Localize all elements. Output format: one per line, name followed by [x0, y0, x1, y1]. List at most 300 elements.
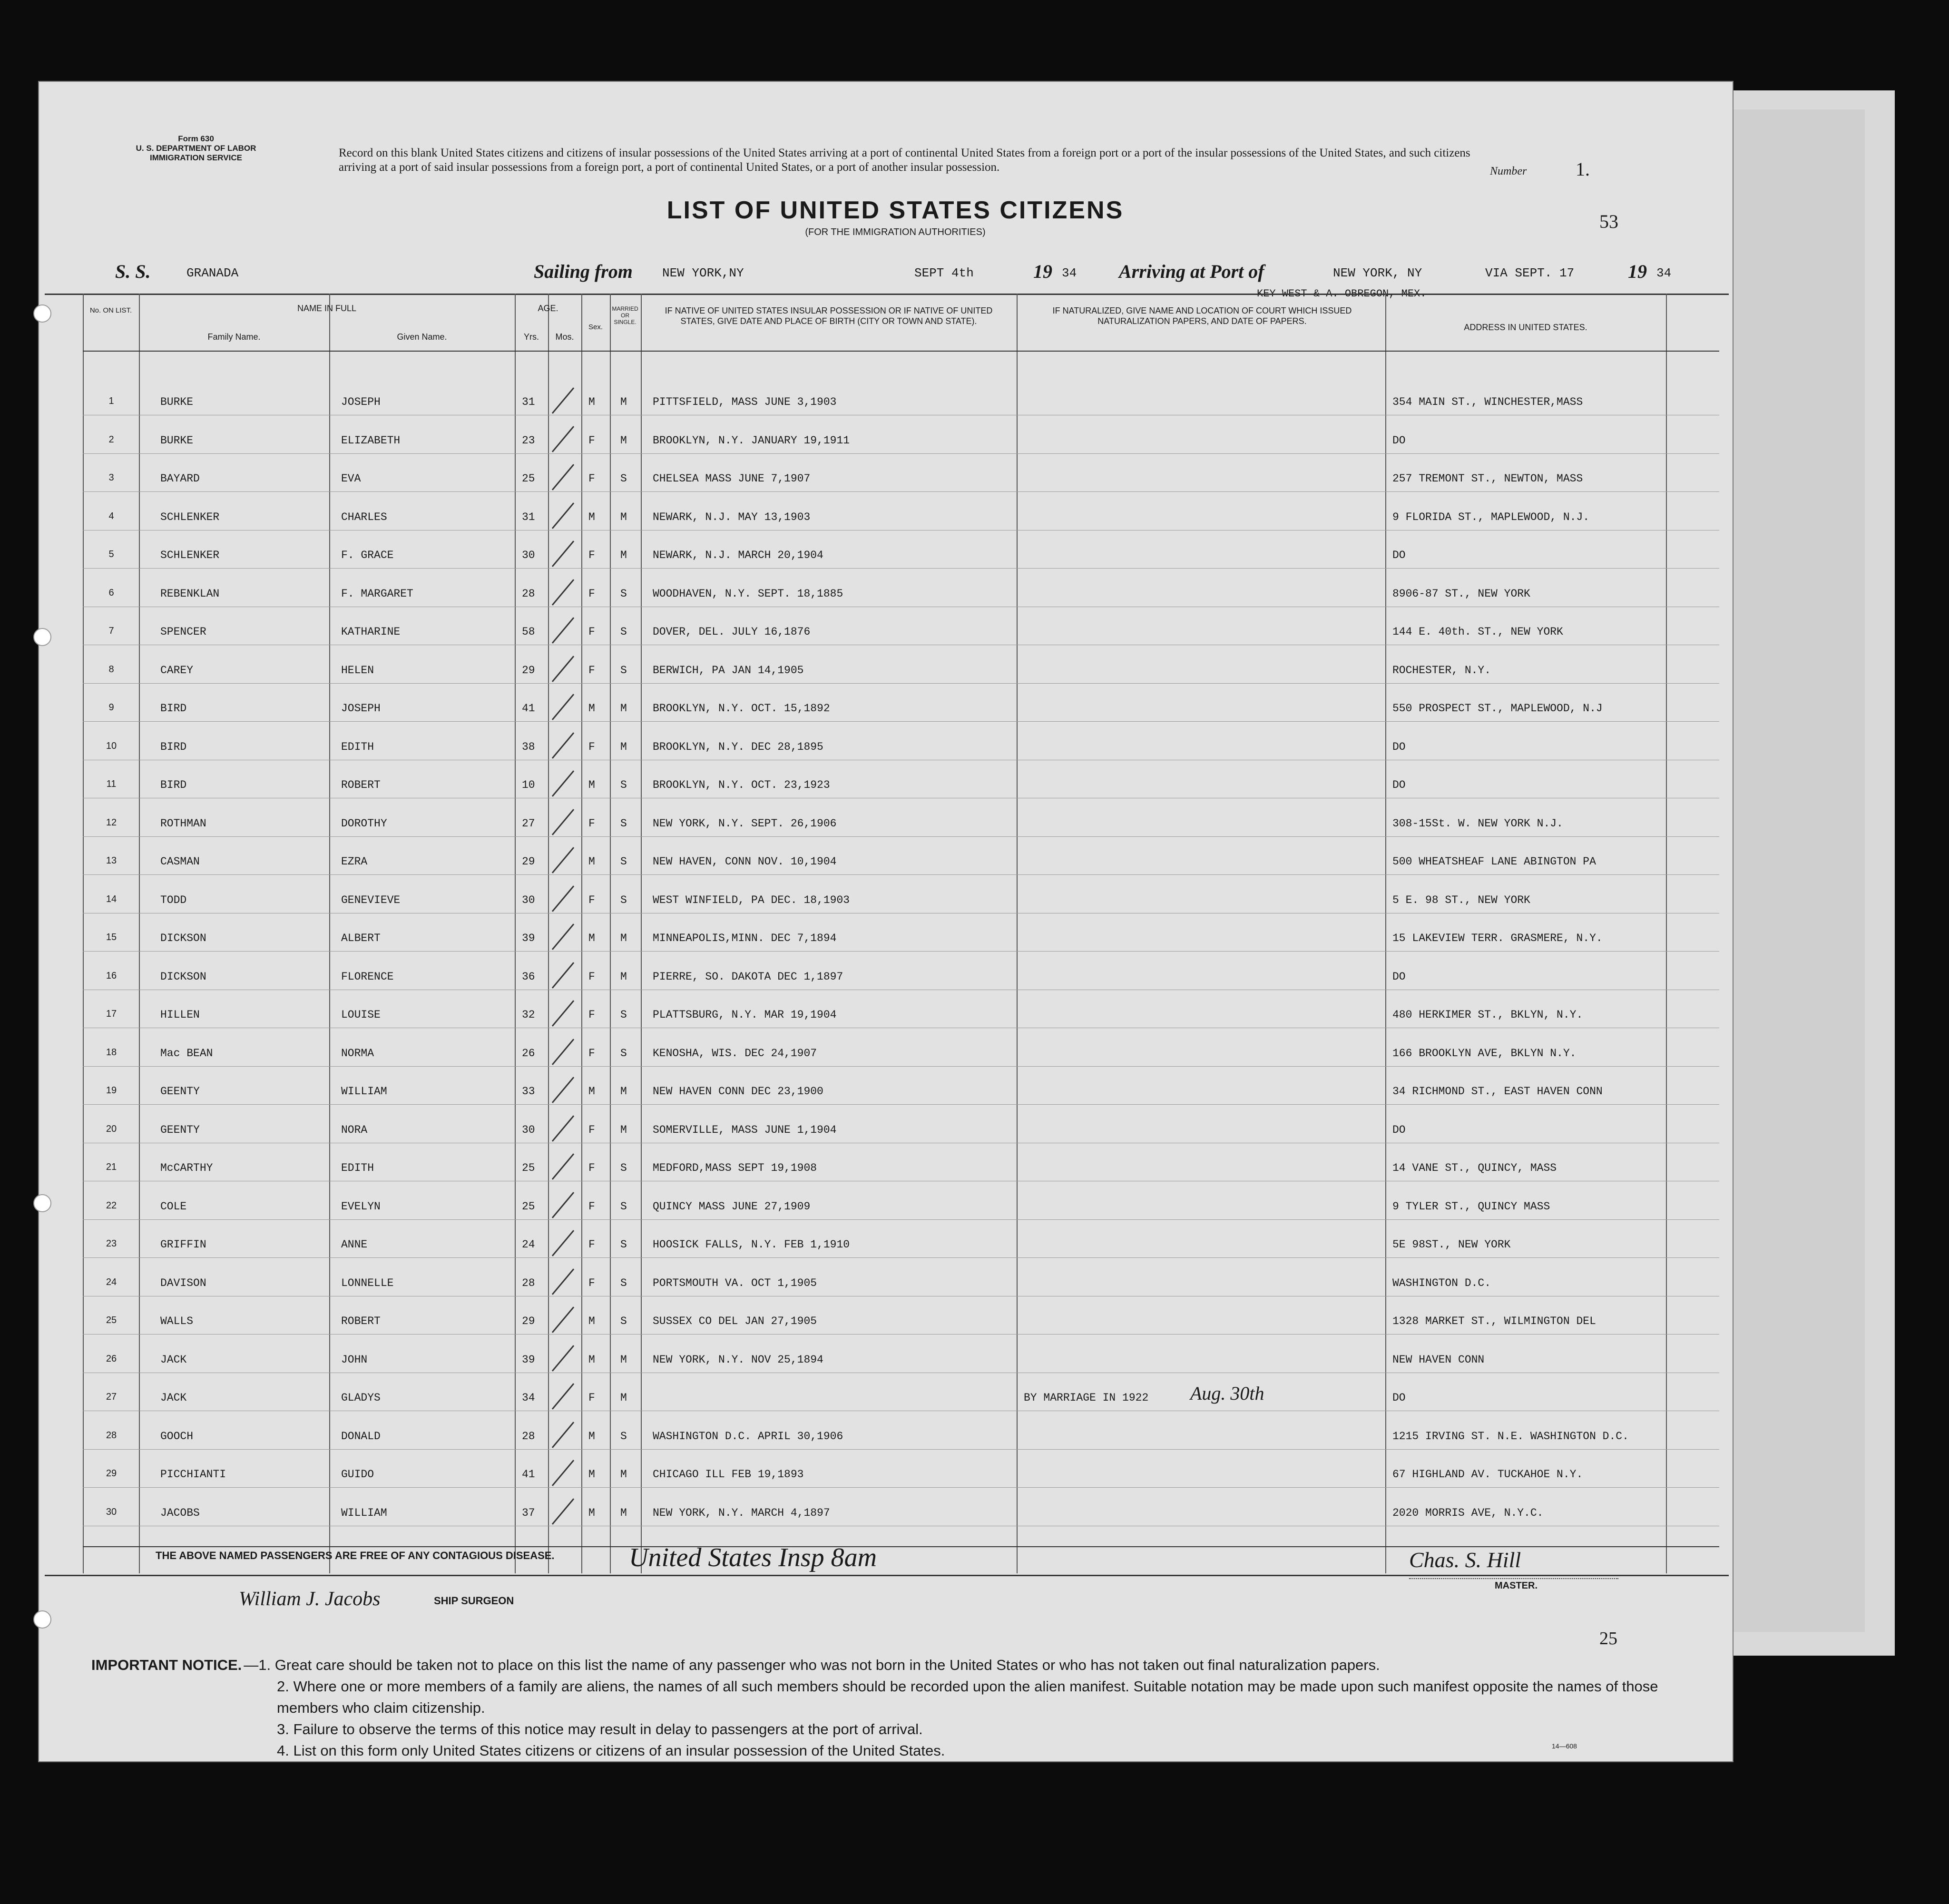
address: 9 FLORIDA ST., MAPLEWOOD, N.J. — [1392, 510, 1590, 523]
birth-info: SUSSEX CO DEL JAN 27,1905 — [653, 1315, 817, 1327]
given-name: GENEVIEVE — [341, 893, 401, 906]
birth-info: HOOSICK FALLS, N.Y. FEB 1,1910 — [653, 1238, 850, 1251]
row-rule — [83, 1334, 1719, 1335]
row-number: 29 — [106, 1468, 117, 1479]
binding-hole — [33, 304, 51, 323]
header-naturalized: IF NATURALIZED, GIVE NAME AND LOCATION OF COURT WHICH ISSUED NATURALIZATION PAPERS, AND DATE OF PAPERS. — [1052, 306, 1352, 326]
age-years: 30 — [522, 893, 535, 906]
row-number: 6 — [108, 587, 114, 598]
address: DO — [1392, 779, 1406, 791]
family-name: DAVISON — [160, 1276, 206, 1289]
row-number: 18 — [106, 1047, 117, 1058]
row-rule — [83, 1066, 1719, 1067]
sex: F — [588, 587, 595, 600]
marital-status: S — [620, 1162, 627, 1174]
col-divider — [548, 294, 549, 1573]
row-number: 9 — [108, 702, 114, 713]
age-years: 30 — [522, 1123, 535, 1136]
notice-item-1: —1. Great care should be taken not to place on this list the name of any passenger who was not born in the United States or who has not taken out final naturalization papers. — [244, 1657, 1380, 1673]
manifest-sheet — [38, 81, 1734, 1762]
family-name: BIRD — [160, 702, 187, 715]
given-name: GUIDO — [341, 1468, 374, 1481]
marital-status: S — [620, 1430, 627, 1443]
row-number: 3 — [108, 472, 114, 483]
header-married: MARRIED OR SINGLE. — [612, 305, 638, 325]
family-name: TODD — [160, 893, 187, 906]
address: 1328 MARKET ST., WILMINGTON DEL — [1392, 1315, 1596, 1327]
birth-info: WASHINGTON D.C. APRIL 30,1906 — [653, 1430, 843, 1443]
marital-status: S — [620, 587, 627, 600]
marital-status: S — [620, 817, 627, 830]
birth-info: KENOSHA, WIS. DEC 24,1907 — [653, 1047, 817, 1060]
sex: F — [588, 626, 595, 638]
binding-hole — [33, 1194, 51, 1212]
header-address: ADDRESS IN UNITED STATES. — [1464, 323, 1587, 332]
birth-info: NEW HAVEN CONN DEC 23,1900 — [653, 1085, 823, 1098]
notice-item-3: 3. Failure to observe the terms of this notice may result in delay to passengers at the port of arrival. — [277, 1721, 923, 1737]
address: 480 HERKIMER ST., BKLYN, N.Y. — [1392, 1009, 1583, 1021]
age-years: 23 — [522, 434, 535, 447]
sex: F — [588, 472, 595, 485]
ship-name: GRANADA — [186, 266, 239, 280]
sailing-line — [115, 260, 1685, 289]
important-notice — [91, 1654, 1709, 1761]
row-rule — [83, 1104, 1719, 1105]
handwritten-nat-date: Aug. 30th — [1190, 1383, 1264, 1404]
row-rule — [83, 951, 1719, 952]
row-number: 22 — [106, 1200, 117, 1211]
age-years: 31 — [522, 396, 535, 408]
col-divider — [1666, 294, 1667, 1573]
address: 2020 MORRIS AVE, N.Y.C. — [1392, 1506, 1544, 1519]
row-number: 8 — [108, 664, 114, 675]
notice-item-4: 4. List on this form only United States citizens or citizens of an insular possession of the United States. — [277, 1742, 945, 1759]
form-service: IMMIGRATION SERVICE — [150, 153, 242, 162]
naturalization: BY MARRIAGE IN 1922 — [1024, 1392, 1149, 1404]
form-number: Form 630 — [178, 134, 214, 143]
address: 5 E. 98 ST., NEW YORK — [1392, 893, 1530, 906]
birth-info: BROOKLYN, N.Y. OCT. 15,1892 — [653, 702, 830, 715]
age-years: 30 — [522, 549, 535, 561]
age-years: 29 — [522, 664, 535, 677]
birth-info: CHICAGO ILL FEB 19,1893 — [653, 1468, 804, 1481]
address: WASHINGTON D.C. — [1392, 1276, 1491, 1289]
age-years: 29 — [522, 1315, 535, 1327]
age-years: 28 — [522, 1276, 535, 1289]
family-name: GEENTY — [160, 1085, 200, 1098]
sex: M — [588, 932, 595, 944]
age-years: 41 — [522, 1468, 535, 1481]
birth-info: BERWICH, PA JAN 14,1905 — [653, 664, 804, 677]
col-divider — [1017, 294, 1018, 1573]
given-name: LOUISE — [341, 1009, 381, 1021]
given-name: HELEN — [341, 664, 374, 677]
row-number: 16 — [106, 970, 117, 981]
header-age: AGE. — [538, 304, 558, 313]
col-divider — [83, 294, 84, 1573]
sex: M — [588, 1353, 595, 1366]
family-name: DICKSON — [160, 970, 206, 983]
age-years: 27 — [522, 817, 535, 830]
row-number: 19 — [106, 1085, 117, 1096]
sex: F — [588, 1238, 595, 1251]
header-name-in-full: NAME IN FULL — [297, 304, 357, 313]
birth-info: PORTSMOUTH VA. OCT 1,1905 — [653, 1276, 817, 1289]
family-name: JACOBS — [160, 1506, 200, 1519]
family-name: SCHLENKER — [160, 549, 220, 561]
marital-status: M — [620, 1392, 627, 1404]
sex: F — [588, 1392, 595, 1404]
given-name: ANNE — [341, 1238, 368, 1251]
sex: F — [588, 740, 595, 753]
family-name: GEENTY — [160, 1123, 200, 1136]
binding-hole — [33, 628, 51, 646]
given-name: ALBERT — [341, 932, 381, 944]
header-sex: Sex. — [588, 323, 603, 331]
marital-status: M — [620, 1085, 627, 1098]
sex: F — [588, 1047, 595, 1060]
age-years: 36 — [522, 970, 535, 983]
address: 34 RICHMOND ST., EAST HAVEN CONN — [1392, 1085, 1603, 1098]
address: 257 TREMONT ST., NEWTON, MASS — [1392, 472, 1583, 485]
form-header — [96, 134, 296, 163]
birth-info: BROOKLYN, N.Y. JANUARY 19,1911 — [653, 434, 850, 447]
family-name: GOOCH — [160, 1430, 194, 1443]
age-years: 38 — [522, 740, 535, 753]
family-name: BAYARD — [160, 472, 200, 485]
sex: F — [588, 970, 595, 983]
surgeon-signature: William J. Jacobs — [239, 1588, 381, 1610]
sex: F — [588, 1009, 595, 1021]
stamp-number: 25 — [1599, 1629, 1617, 1649]
row-number: 1 — [108, 396, 114, 406]
print-code: 14—608 — [1552, 1742, 1577, 1750]
marital-status: M — [620, 1468, 627, 1481]
age-years: 24 — [522, 1238, 535, 1251]
birth-info: NEW YORK, N.Y. NOV 25,1894 — [653, 1353, 823, 1366]
family-name: SPENCER — [160, 626, 206, 638]
birth-info: WEST WINFIELD, PA DEC. 18,1903 — [653, 893, 850, 906]
row-number: 17 — [106, 1009, 117, 1019]
marital-status: M — [620, 396, 627, 408]
row-number: 30 — [106, 1506, 117, 1517]
family-name: BURKE — [160, 396, 194, 408]
address: DO — [1392, 1392, 1406, 1404]
row-number: 15 — [106, 932, 117, 942]
notice-heading: IMPORTANT NOTICE. — [91, 1657, 242, 1673]
address: 5E 98ST., NEW YORK — [1392, 1238, 1511, 1251]
row-rule — [83, 874, 1719, 875]
family-name: GRIFFIN — [160, 1238, 206, 1251]
marital-status: S — [620, 1009, 627, 1021]
underlying-page-2 — [1722, 109, 1865, 1632]
given-name: JOSEPH — [341, 702, 381, 715]
age-years: 28 — [522, 1430, 535, 1443]
given-name: GLADYS — [341, 1392, 381, 1404]
sex: M — [588, 396, 595, 408]
given-name: CHARLES — [341, 510, 387, 523]
given-name: EZRA — [341, 855, 368, 868]
family-name: CAREY — [160, 664, 194, 677]
birth-info: NEW HAVEN, CONN NOV. 10,1904 — [653, 855, 837, 868]
given-name: WILLIAM — [341, 1085, 387, 1098]
row-number: 2 — [108, 434, 114, 445]
sailing-date: SEPT 4th — [914, 266, 974, 280]
marital-status: S — [620, 664, 627, 677]
given-name: F. GRACE — [341, 549, 394, 561]
birth-info: NEW YORK, N.Y. MARCH 4,1897 — [653, 1506, 830, 1519]
row-rule — [83, 568, 1719, 569]
row-number: 13 — [106, 855, 117, 866]
given-name: F. MARGARET — [341, 587, 413, 600]
address: 354 MAIN ST., WINCHESTER,MASS — [1392, 396, 1583, 408]
given-name: KATHARINE — [341, 626, 401, 638]
age-years: 25 — [522, 1200, 535, 1213]
row-rule — [83, 1257, 1719, 1258]
age-years: 25 — [522, 472, 535, 485]
header-family-name: Family Name. — [207, 332, 261, 342]
sex: M — [588, 1315, 595, 1327]
age-years: 25 — [522, 1162, 535, 1174]
inspector-signature: United States Insp 8am — [629, 1543, 877, 1572]
row-number: 26 — [106, 1353, 117, 1364]
given-name: EVELYN — [341, 1200, 381, 1213]
sex: F — [588, 664, 595, 677]
birth-info: QUINCY MASS JUNE 27,1909 — [653, 1200, 811, 1213]
address: 550 PROSPECT ST., MAPLEWOOD, N.J — [1392, 702, 1603, 715]
col-divider — [515, 294, 516, 1573]
given-name: JOHN — [341, 1353, 368, 1366]
header-given-name: Given Name. — [397, 332, 447, 342]
age-years: 10 — [522, 779, 535, 791]
row-rule — [83, 683, 1719, 684]
family-name: ROTHMAN — [160, 817, 206, 830]
row-rule — [83, 491, 1719, 492]
given-name: DONALD — [341, 1430, 381, 1443]
sex: F — [588, 1162, 595, 1174]
page-number: 53 — [1599, 211, 1618, 232]
sex: M — [588, 1430, 595, 1443]
row-number: 12 — [106, 817, 117, 828]
address: 166 BROOKLYN AVE, BKLYN N.Y. — [1392, 1047, 1577, 1060]
via-line-2: KEY WEST & A. OBREGON, MEX. — [1257, 288, 1427, 300]
row-rule — [83, 1449, 1719, 1450]
birth-info: MINNEAPOLIS,MINN. DEC 7,1894 — [653, 932, 837, 944]
row-rule — [83, 721, 1719, 722]
given-name: ELIZABETH — [341, 434, 401, 447]
sailing-year: 34 — [1062, 266, 1077, 280]
age-years: 33 — [522, 1085, 535, 1098]
family-name: BIRD — [160, 779, 187, 791]
given-name: JOSEPH — [341, 396, 381, 408]
family-name: JACK — [160, 1353, 187, 1366]
form-department: U. S. DEPARTMENT OF LABOR — [136, 144, 256, 153]
header-divider — [83, 351, 1719, 352]
address: 14 VANE ST., QUINCY, MASS — [1392, 1162, 1557, 1174]
given-name: NORMA — [341, 1047, 374, 1060]
address: 308-15St. W. NEW YORK N.J. — [1392, 817, 1563, 830]
birth-info: PIERRE, SO. DAKOTA DEC 1,1897 — [653, 970, 843, 983]
row-number: 7 — [108, 626, 114, 636]
birth-info: NEW YORK, N.Y. SEPT. 26,1906 — [653, 817, 837, 830]
row-rule — [83, 836, 1719, 837]
header-no: No. ON LIST. — [89, 306, 132, 314]
birth-info: CHELSEA MASS JUNE 7,1907 — [653, 472, 811, 485]
birth-info: WOODHAVEN, N.Y. SEPT. 18,1885 — [653, 587, 843, 600]
page-title: LIST OF UNITED STATES CITIZENS — [666, 196, 1124, 224]
address: DO — [1392, 549, 1406, 561]
marital-status: M — [620, 1123, 627, 1136]
birth-info: BROOKLYN, N.Y. DEC 28,1895 — [653, 740, 823, 753]
age-years: 41 — [522, 702, 535, 715]
marital-status: S — [620, 893, 627, 906]
col-divider — [641, 294, 642, 1573]
arrival-port: NEW YORK, NY — [1333, 266, 1422, 280]
via: VIA SEPT. 17 — [1485, 266, 1575, 280]
address: DO — [1392, 970, 1406, 983]
sex: M — [588, 855, 595, 868]
marital-status: S — [620, 1315, 627, 1327]
address: 9 TYLER ST., QUINCY MASS — [1392, 1200, 1550, 1213]
row-number: 27 — [106, 1392, 117, 1402]
marital-status: M — [620, 1506, 627, 1519]
address: 144 E. 40th. ST., NEW YORK — [1392, 626, 1563, 638]
marital-status: M — [620, 510, 627, 523]
row-number: 20 — [106, 1123, 117, 1134]
marital-status: S — [620, 472, 627, 485]
given-name: EVA — [341, 472, 361, 485]
sex: F — [588, 1276, 595, 1289]
family-name: WALLS — [160, 1315, 194, 1327]
age-years: 32 — [522, 1009, 535, 1021]
sex: F — [588, 1200, 595, 1213]
given-name: EDITH — [341, 1162, 374, 1174]
family-name: BIRD — [160, 740, 187, 753]
given-name: EDITH — [341, 740, 374, 753]
sex: F — [588, 434, 595, 447]
age-years: 34 — [522, 1392, 535, 1404]
family-name: DICKSON — [160, 932, 206, 944]
binding-hole — [33, 1610, 51, 1629]
master-label: MASTER. — [1495, 1580, 1538, 1591]
family-name: BURKE — [160, 434, 194, 447]
marital-status: S — [620, 779, 627, 791]
row-number: 28 — [106, 1430, 117, 1441]
age-years: 31 — [522, 510, 535, 523]
year-prefix: 19 — [1033, 261, 1052, 282]
address: 500 WHEATSHEAF LANE ABINGTON PA — [1392, 855, 1596, 868]
given-name: FLORENCE — [341, 970, 394, 983]
birth-info: BROOKLYN, N.Y. OCT. 23,1923 — [653, 779, 830, 791]
sex: F — [588, 549, 595, 561]
birth-info: NEWARK, N.J. MAY 13,1903 — [653, 510, 811, 523]
age-years: 28 — [522, 587, 535, 600]
address: 15 LAKEVIEW TERR. GRASMERE, N.Y. — [1392, 932, 1603, 944]
number-value: 1. — [1576, 158, 1590, 180]
arriving-label: Arriving at Port of — [1119, 261, 1264, 282]
marital-status: M — [620, 740, 627, 753]
given-name: ROBERT — [341, 1315, 381, 1327]
age-years: 37 — [522, 1506, 535, 1519]
row-number: 11 — [106, 779, 117, 789]
marital-status: S — [620, 1200, 627, 1213]
given-name: ROBERT — [341, 779, 381, 791]
instructions: Record on this blank United States citizens and citizens of insular possessions of the United States arriving at a port of continental United States from a foreign port or a port of the insular possessions of the United States, and such citizens arriving at a port of said insular possessions from a foreign port, a port of continental United States, or a port of another insular possession. — [339, 147, 1470, 174]
row-rule — [83, 453, 1719, 454]
row-number: 10 — [106, 740, 117, 751]
health-declaration: THE ABOVE NAMED PASSENGERS ARE FREE OF ANY CONTAGIOUS DISEASE. — [156, 1550, 555, 1561]
row-rule — [83, 1219, 1719, 1220]
address: DO — [1392, 740, 1406, 753]
sex: M — [588, 510, 595, 523]
header-birth: IF NATIVE OF UNITED STATES INSULAR POSSESSION OR IF NATIVE OF UNITED STATES, GIVE DATE AND PLACE OF BIRTH (CITY OR TOWN AND STATE). — [665, 306, 993, 326]
marital-status: S — [620, 1047, 627, 1060]
row-rule — [83, 1487, 1719, 1488]
row-number: 25 — [106, 1315, 117, 1325]
row-number: 14 — [106, 893, 117, 904]
family-name: HILLEN — [160, 1009, 200, 1021]
marital-status: M — [620, 932, 627, 944]
given-name: LONNELLE — [341, 1276, 394, 1289]
marital-status: S — [620, 1276, 627, 1289]
birth-info: PITTSFIELD, MASS JUNE 3,1903 — [653, 396, 837, 408]
age-years: 58 — [522, 626, 535, 638]
col-divider — [581, 294, 582, 1573]
birth-info: DOVER, DEL. JULY 16,1876 — [653, 626, 811, 638]
family-name: JACK — [160, 1392, 187, 1404]
header-yrs: Yrs. — [523, 332, 539, 342]
given-name: DOROTHY — [341, 817, 387, 830]
address: DO — [1392, 434, 1406, 447]
ss-label: S. S. — [115, 261, 151, 282]
address: 67 HIGHLAND AV. TUCKAHOE N.Y. — [1392, 1468, 1583, 1481]
address: NEW HAVEN CONN — [1392, 1353, 1485, 1366]
address: ROCHESTER, N.Y. — [1392, 664, 1491, 677]
surgeon-label: SHIP SURGEON — [434, 1595, 514, 1607]
address: 8906-87 ST., NEW YORK — [1392, 587, 1530, 600]
arrival-year: 34 — [1656, 266, 1672, 280]
marital-status: M — [620, 702, 627, 715]
sex: M — [588, 702, 595, 715]
marital-status: M — [620, 434, 627, 447]
row-number: 23 — [106, 1238, 117, 1249]
marital-status: S — [620, 1238, 627, 1251]
row-number: 5 — [108, 549, 114, 559]
marital-status: S — [620, 626, 627, 638]
marital-status: M — [620, 970, 627, 983]
from-port: NEW YORK,NY — [662, 266, 744, 280]
sex: F — [588, 817, 595, 830]
family-name: COLE — [160, 1200, 187, 1213]
family-name: REBENKLAN — [160, 587, 220, 600]
col-divider — [139, 294, 140, 1573]
marital-status: S — [620, 855, 627, 868]
family-name: SCHLENKER — [160, 510, 220, 523]
sex: F — [588, 893, 595, 906]
marital-status: M — [620, 1353, 627, 1366]
family-name: Mac BEAN — [160, 1047, 213, 1060]
birth-info: MEDFORD,MASS SEPT 19,1908 — [653, 1162, 817, 1174]
sex: M — [588, 779, 595, 791]
birth-info: NEWARK, N.J. MARCH 20,1904 — [653, 549, 823, 561]
age-years: 39 — [522, 932, 535, 944]
given-name: WILLIAM — [341, 1506, 387, 1519]
sex: M — [588, 1506, 595, 1519]
address: 1215 IRVING ST. N.E. WASHINGTON D.C. — [1392, 1430, 1629, 1443]
notice-item-2: 2. Where one or more members of a family are aliens, the names of all such members should be recorded upon the alien manifest. Suitable notation may be made upon such manifest opposite the names of those members who claim citizenship. — [277, 1678, 1658, 1716]
col-divider — [610, 294, 611, 1573]
sailing-from-label: Sailing from — [534, 261, 633, 282]
